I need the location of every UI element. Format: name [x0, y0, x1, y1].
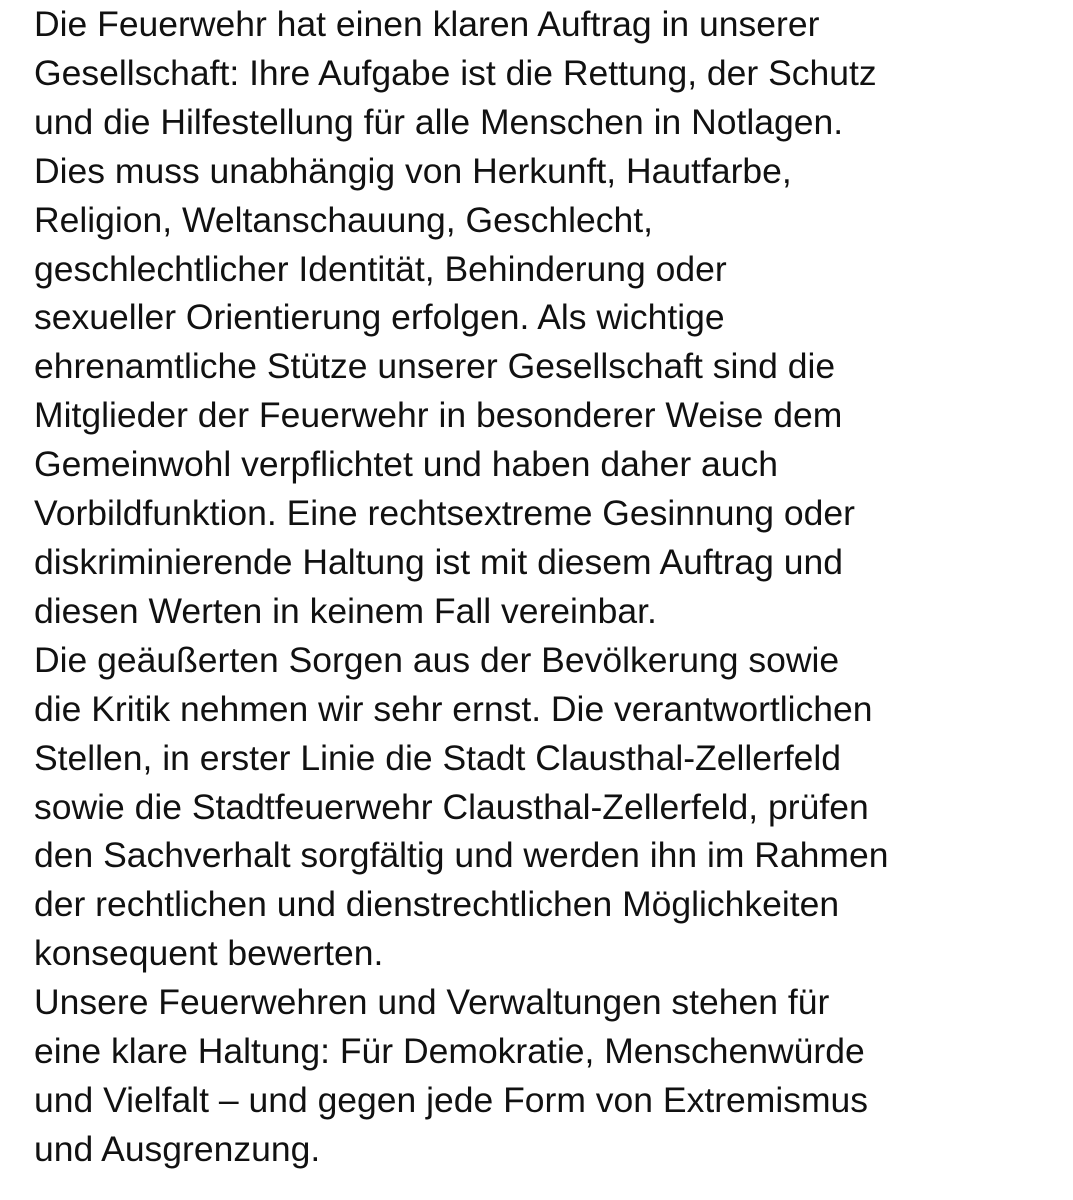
text-line: diesen Werten in keinem Fall vereinbar. — [34, 590, 657, 631]
text-line: diskriminierende Haltung ist mit diesem Auftrag und — [34, 541, 843, 582]
text-line: geschlechtlicher Identität, Behinderung oder — [34, 248, 727, 289]
text-line: eine klare Haltung: Für Demokratie, Menschenwürde — [34, 1031, 865, 1072]
paragraph-stance — [34, 978, 1064, 1174]
text-line: und Vielfalt – und gegen jede Form von Extremismus — [34, 1079, 869, 1120]
text-line: konsequent bewerten. — [34, 933, 384, 974]
text-line: Unsere Feuerwehren und Verwaltungen stehen für — [34, 982, 830, 1023]
text-line: und die Hilfestellung für alle Menschen in Notlagen. — [34, 101, 844, 142]
text-line: sexueller Orientierung erfolgen. Als wichtige — [34, 297, 725, 338]
text-line: Religion, Weltanschauung, Geschlecht, — [34, 199, 653, 240]
text-line: Mitglieder der Feuerwehr in besonderer Weise dem — [34, 395, 843, 436]
text-line: den Sachverhalt sorgfältig und werden ihn im Rahmen — [34, 835, 889, 876]
text-line: Die geäußerten Sorgen aus der Bevölkerung sowie — [34, 639, 840, 680]
text-line: Vorbildfunktion. Eine rechtsextreme Gesinnung oder — [34, 493, 855, 534]
paragraph-mission — [34, 0, 1064, 636]
paragraph-concerns — [34, 636, 1064, 978]
text-line: die Kritik nehmen wir sehr ernst. Die verantwortlichen — [34, 688, 873, 729]
text-line: Stellen, in erster Linie die Stadt Clausthal-Zellerfeld — [34, 737, 842, 778]
note-body — [34, 0, 1064, 1174]
text-line: ehrenamtliche Stütze unserer Gesellschaft sind die — [34, 346, 836, 387]
text-line: Gesellschaft: Ihre Aufgabe ist die Rettung, der Schutz — [34, 52, 877, 93]
text-line: sowie die Stadtfeuerwehr Clausthal-Zellerfeld, prüfen — [34, 786, 869, 827]
text-line: Die Feuerwehr hat einen klaren Auftrag in unserer — [34, 4, 820, 44]
text-line: der rechtlichen und dienstrechtlichen Möglichkeiten — [34, 884, 840, 925]
text-line: Gemeinwohl verpflichtet und haben daher auch — [34, 444, 779, 485]
text-line: Dies muss unabhängig von Herkunft, Hautfarbe, — [34, 150, 792, 191]
text-line: und Ausgrenzung. — [34, 1128, 321, 1169]
